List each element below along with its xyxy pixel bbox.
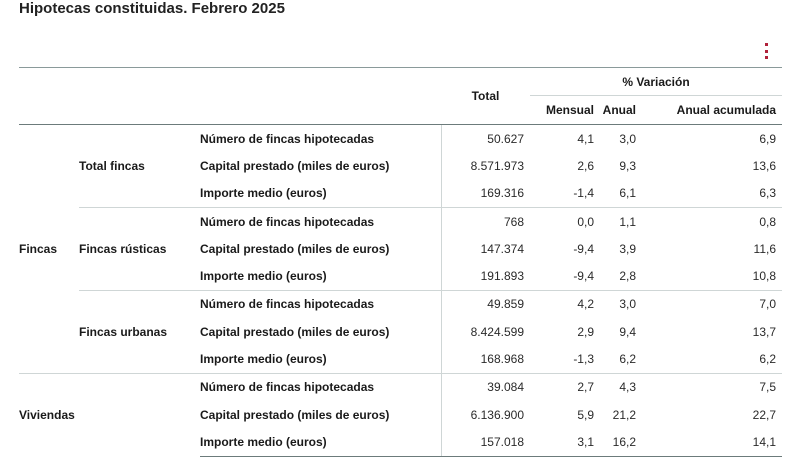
cell-acumulada: 7,5 [642,373,782,401]
header-total: Total [441,68,530,125]
indicator-label: Número de fincas hipotecadas [200,290,441,318]
cell-mensual: -9,4 [573,241,594,256]
cell-total: 157.018 [441,428,530,456]
cell-mensual: 0,0 [530,207,600,235]
cell-mensual: 2,7 [530,373,600,401]
indicator-label: Número de fincas hipotecadas [200,131,375,146]
cell-anual: 6,1 [619,186,636,201]
cell-total: 169.316 [441,180,530,208]
header-mensual: Mensual [530,96,600,125]
cell-total: 50.627 [441,125,530,153]
indicator-label: Importe medio (euros) [200,186,327,201]
cell-total: 191.893 [441,262,530,290]
cell-acumulada: 6,2 [759,352,777,367]
header-anual: Anual [600,96,642,125]
cell-total: 147.374 [441,235,530,262]
group-viviendas: Viviendas [19,373,200,456]
table-row [19,373,782,401]
cell-anual: 3,0 [600,290,642,318]
indicator-label: Importe medio (euros) [200,269,327,284]
cell-anual: 3,9 [619,241,636,256]
indicator-label: Capital prestado (miles de euros) [200,158,390,173]
table-row [19,125,782,153]
cell-total: 49.859 [441,290,530,318]
indicator-label: Importe medio (euros) [200,352,327,367]
cell-acumulada: 6,9 [759,131,777,146]
table-row [19,207,782,235]
cell-anual: 6,2 [619,352,636,367]
subgroup-total-fincas: Total fincas [79,158,145,173]
indicator-label: Capital prestado (miles de euros) [200,324,390,339]
cell-acumulada: 14,1 [642,428,782,456]
group-fincas: Fincas [19,241,58,256]
cell-total: 6.136.900 [441,401,530,428]
page-title: Hipotecas constituidas. Febrero 2025 [19,0,285,17]
cell-acumulada: 0,8 [642,207,782,235]
cell-mensual: -1,4 [573,186,594,201]
cell-acumulada: 6,3 [759,186,777,201]
cell-mensual: 4,2 [530,290,600,318]
cell-acumulada: 10,8 [752,269,777,284]
indicator-label: Número de fincas hipotecadas [200,207,441,235]
cell-acumulada: 13,7 [752,324,777,339]
cell-total: 8.424.599 [441,318,530,345]
cell-anual: 16,2 [600,428,642,456]
cell-mensual: 2,6 [577,158,594,173]
indicator-label: Número de fincas hipotecadas [200,373,441,401]
cell-anual: 2,8 [619,269,636,284]
cell-acumulada: 13,6 [752,158,777,173]
cell-mensual: 4,1 [577,131,594,146]
cell-mensual: 2,9 [577,324,594,339]
cell-anual: 21,2 [612,407,636,422]
cell-mensual: -1,3 [573,352,594,367]
indicator-label: Importe medio (euros) [200,428,441,456]
cell-acumulada: 11,6 [753,241,777,256]
cell-anual: 3,0 [619,131,636,146]
cell-acumulada: 7,0 [642,290,782,318]
cell-mensual: 5,9 [577,407,594,422]
cell-anual: 9,4 [619,324,636,339]
cell-anual: 1,1 [600,207,642,235]
cell-anual: 9,3 [619,158,636,173]
subgroup-fincas-urbanas: Fincas urbanas [79,290,200,373]
vertical-ellipsis-icon[interactable] [763,43,769,59]
table-row [19,290,782,318]
header-anual-acumulada: Anual acumulada [642,96,782,125]
indicator-label: Capital prestado (miles de euros) [200,241,390,256]
cell-total: 768 [441,207,530,235]
cell-total: 39.084 [441,373,530,401]
cell-total: 168.968 [441,345,530,373]
cell-mensual: -9,4 [573,269,594,284]
cell-anual: 4,3 [600,373,642,401]
cell-mensual: 3,1 [530,428,600,456]
header-variacion: % Variación [530,68,782,96]
subgroup-fincas-rusticas: Fincas rústicas [79,207,200,290]
mortgage-table [19,67,782,457]
cell-acumulada: 22,7 [752,407,777,422]
indicator-label: Capital prestado (miles de euros) [200,407,390,422]
cell-total: 8.571.973 [441,152,530,179]
